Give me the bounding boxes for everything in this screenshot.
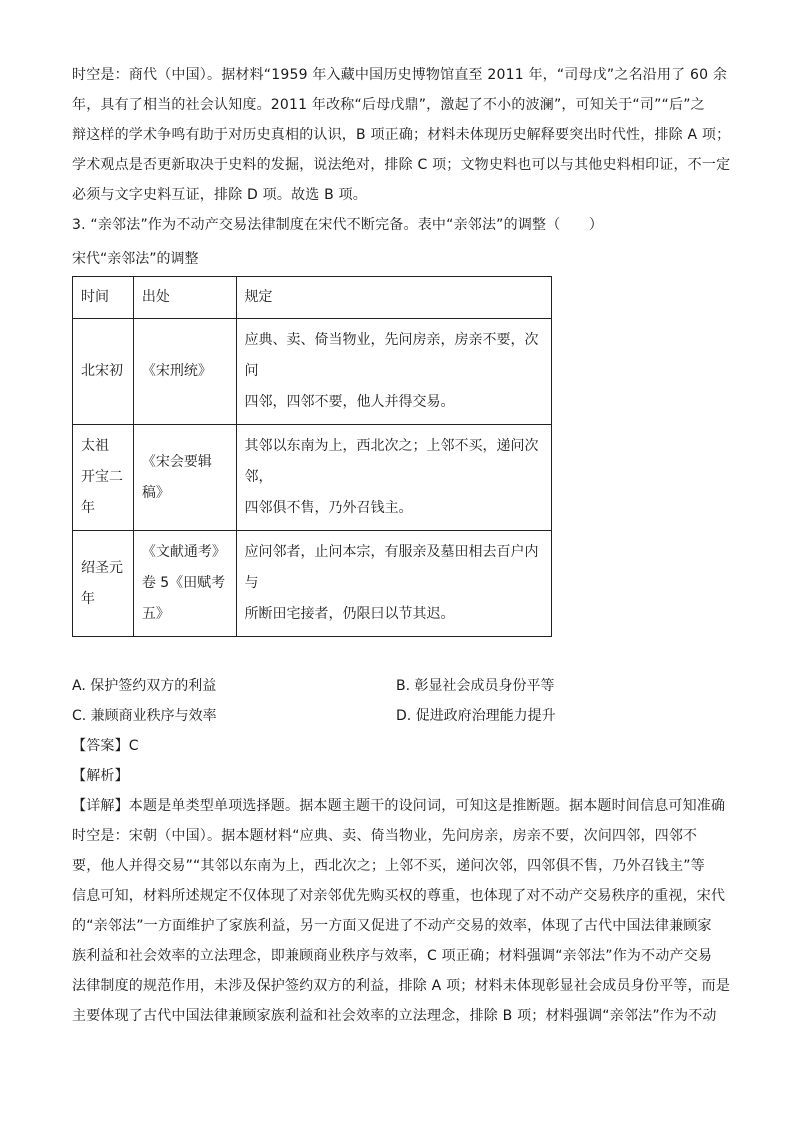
answer-options: [72, 671, 722, 731]
text-line: 要，他人并得交易”“其邻以东南为上，西北次之；上邻不买，递问次邻，四邻俱不售，乃外召钱主”等: [72, 858, 705, 874]
text-line: 学术观点是否更新取决于史料的发掘，说法绝对，排除 C 项；文物史料也可以与其他史料相印证，不一定: [72, 157, 731, 173]
text-line: 时空是：商代（中国）。据材料“1959 年入藏中国历史博物馆直至 2011 年，“司母戊”之名沿用了 60 余: [72, 67, 728, 83]
cell-time: [73, 531, 134, 637]
cell-line: 四邻俱不售，乃外召钱主。: [244, 500, 413, 516]
cell-line: 年: [81, 590, 95, 607]
text-line: 主要体现了古代中国法律兼顾家族利益和社会效率的立法理念，排除 B 项；材料强调“亲邻法”作为不动: [72, 1008, 717, 1024]
document-page: [72, 60, 731, 1031]
cell-time: [73, 425, 134, 531]
cell-line: 太祖: [81, 438, 109, 454]
cell-rule: [236, 425, 552, 531]
cell-line: 开宝二: [81, 469, 123, 485]
cell-line: 北宋初: [81, 363, 123, 379]
table-caption: 宋代“亲邻法”的调整: [72, 251, 199, 267]
intro-paragraph: [72, 60, 731, 210]
cell-line: 四邻，四邻不要，他人并得交易。: [244, 394, 455, 410]
text-line: 时空是：宋朝（中国）。据本题材料“应典、卖、倚当物业，先问房亲，房亲不要，次问四邻，四邻不: [72, 828, 698, 844]
cell-line: 绍圣元: [81, 559, 123, 576]
text-line: 族利益和社会效率的立法理念，即兼顾商业秩序与效率，C 项正确；材料强调“亲邻法”作为不动产交易: [72, 948, 713, 964]
cell-rule: [236, 531, 552, 637]
table-row: [73, 319, 552, 425]
text-line: 年，具有了相当的社会认知度。2011 年改称“后母戊鼎”，激起了不小的波澜”，可知关于“司”“后”之: [72, 97, 705, 113]
text-line: 的“亲邻法”一方面维护了家族利益，另一方面又促进了不动产交易的效率，体现了古代中国法律兼顾家: [72, 918, 712, 934]
cell-source: [133, 531, 236, 637]
header-rule: 规定: [236, 277, 552, 319]
analysis-paragraph: [72, 791, 731, 1031]
text-line: 信息可知，材料所述规定不仅体现了对亲邻优先购买权的尊重，也体现了对不动产交易秩序的重视，宋代: [72, 888, 726, 904]
question-stem: 3. “亲邻法”作为不动产交易法律制度在宋代不断完备。表中“亲邻法”的调整（ ）: [72, 217, 604, 233]
answer-tag: 【答案】C: [72, 738, 139, 754]
cell-time: [73, 319, 134, 425]
text-line: 【详解】本题是单类型单项选择题。据本题主题干的设问词，可知这是推断题。据本题时间信息可知准确: [72, 798, 726, 814]
cell-line: 应典、卖、倚当物业，先问房亲，房亲不要，次问: [244, 332, 539, 379]
text-line: 辩这样的学术争鸣有助于对历史真相的认识，B 项正确；材料未体现历史解释要突出时代性，排除 A 项；: [72, 127, 731, 143]
table-header-row: [73, 277, 552, 319]
cell-source: [133, 319, 236, 425]
law-table: [72, 276, 552, 637]
table-row: [73, 531, 552, 637]
cell-line: 应问邻者，止问本宗，有服亲及墓田相去百户内与: [244, 544, 539, 591]
option-d: D. 促进政府治理能力提升: [396, 708, 556, 724]
cell-line: 五》: [141, 606, 170, 622]
cell-line: 《文献通考》: [141, 544, 226, 560]
cell-line: 年: [81, 500, 95, 516]
table-row: [73, 425, 552, 531]
header-source: 出处: [133, 277, 236, 319]
text-line: 必须与文字史料互证，排除 D 项。故选 B 项。: [72, 187, 367, 203]
option-a: A. 保护签约双方的利益: [72, 678, 217, 694]
option-b: B. 彰显社会成员身份平等: [396, 678, 555, 694]
option-c: C. 兼顾商业秩序与效率: [72, 708, 217, 724]
header-time: 时间: [73, 277, 134, 319]
analysis-tag: 【解析】: [72, 768, 129, 784]
cell-line: 《宋刑统》: [141, 363, 212, 379]
cell-rule: [236, 319, 552, 425]
cell-line: 《宋会要辑稿》: [141, 453, 212, 501]
cell-source: [133, 425, 236, 531]
text-line: 法律制度的规范作用，未涉及保护签约双方的利益，排除 A 项；材料未体现彰显社会成员身份平等，而是: [72, 978, 731, 994]
cell-line: 所断田宅接者，仍限曰以节其迟。: [244, 606, 455, 622]
cell-line: 其邻以东南为上，西北次之；上邻不买，递问次邻，: [244, 438, 539, 485]
cell-line: 卷 5《田赋考: [141, 575, 226, 591]
